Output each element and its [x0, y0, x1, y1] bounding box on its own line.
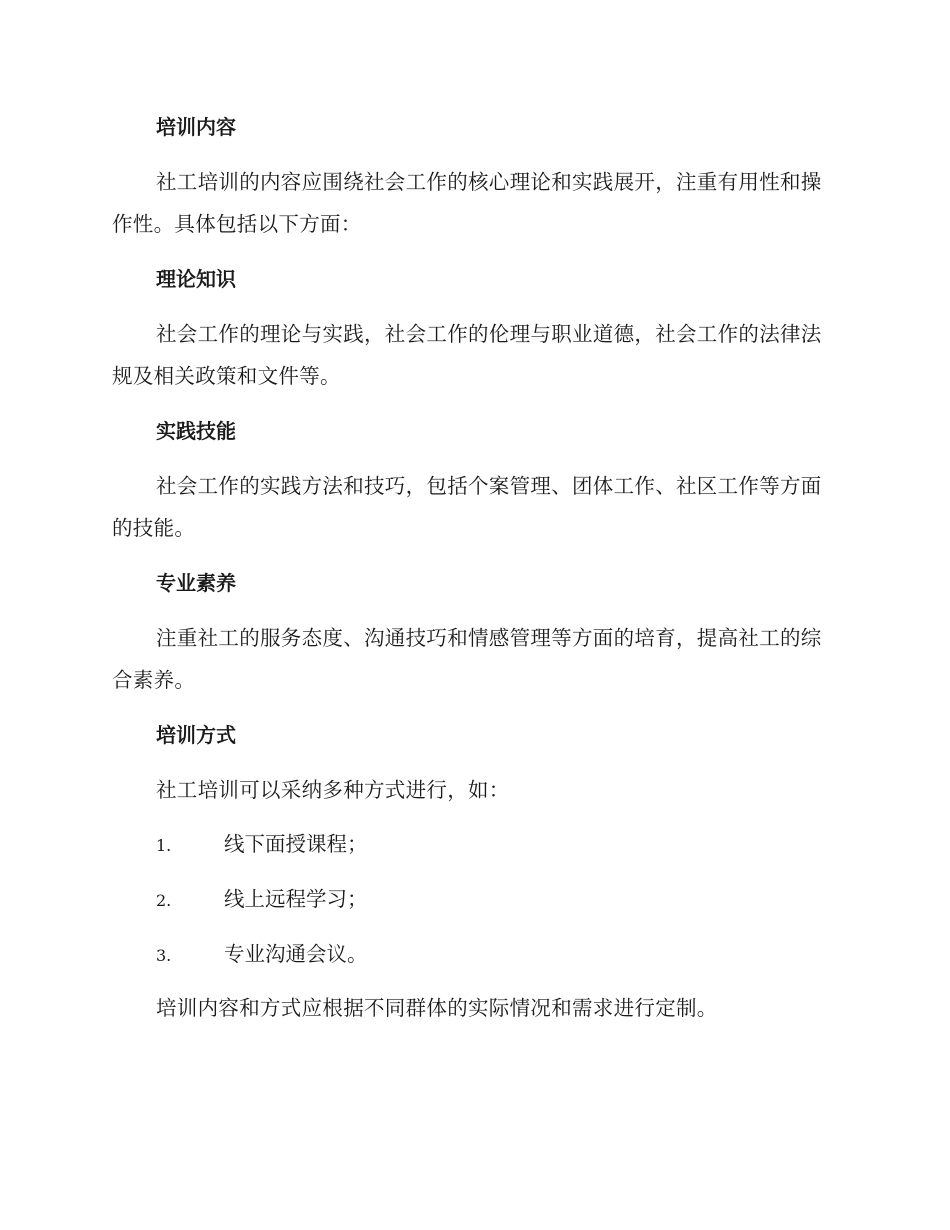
list-number: 2. [156, 891, 172, 910]
section-paragraph-training-content: 社工培训的内容应围绕社会工作的核心理论和实践展开，注重有用性和操作性。具体包括以下方面： [112, 170, 822, 236]
list-item [156, 940, 368, 970]
section-heading-professional-quality: 专业素养 [156, 571, 236, 595]
list-item [156, 830, 368, 860]
section-heading-training-methods: 培训方式 [156, 723, 236, 747]
section-paragraph-training-methods: 社工培训可以采纳多种方式进行，如： [156, 778, 510, 802]
list-item [156, 885, 368, 915]
closing-paragraph: 培训内容和方式应根据不同群体的实际情况和需求进行定制。 [156, 996, 718, 1020]
list-text: 线下面授课程； [224, 832, 368, 856]
list-number: 3. [156, 946, 172, 965]
section-paragraph-theory: 社会工作的理论与实践，社会工作的伦理与职业道德，社会工作的法律法规及相关政策和文件等。 [112, 322, 822, 388]
section-paragraph-professional-quality: 注重社工的服务态度、沟通技巧和情感管理等方面的培育，提高社工的综合素养。 [112, 626, 822, 692]
section-heading-theory: 理论知识 [156, 267, 236, 291]
list-text: 线上远程学习； [224, 887, 368, 911]
section-paragraph-practice-skills: 社会工作的实践方法和技巧，包括个案管理、团体工作、社区工作等方面的技能。 [112, 474, 822, 540]
list-number: 1. [156, 836, 172, 855]
section-heading-practice-skills: 实践技能 [156, 419, 236, 443]
section-heading-training-content: 培训内容 [156, 115, 236, 139]
list-text: 专业沟通会议。 [224, 942, 368, 966]
